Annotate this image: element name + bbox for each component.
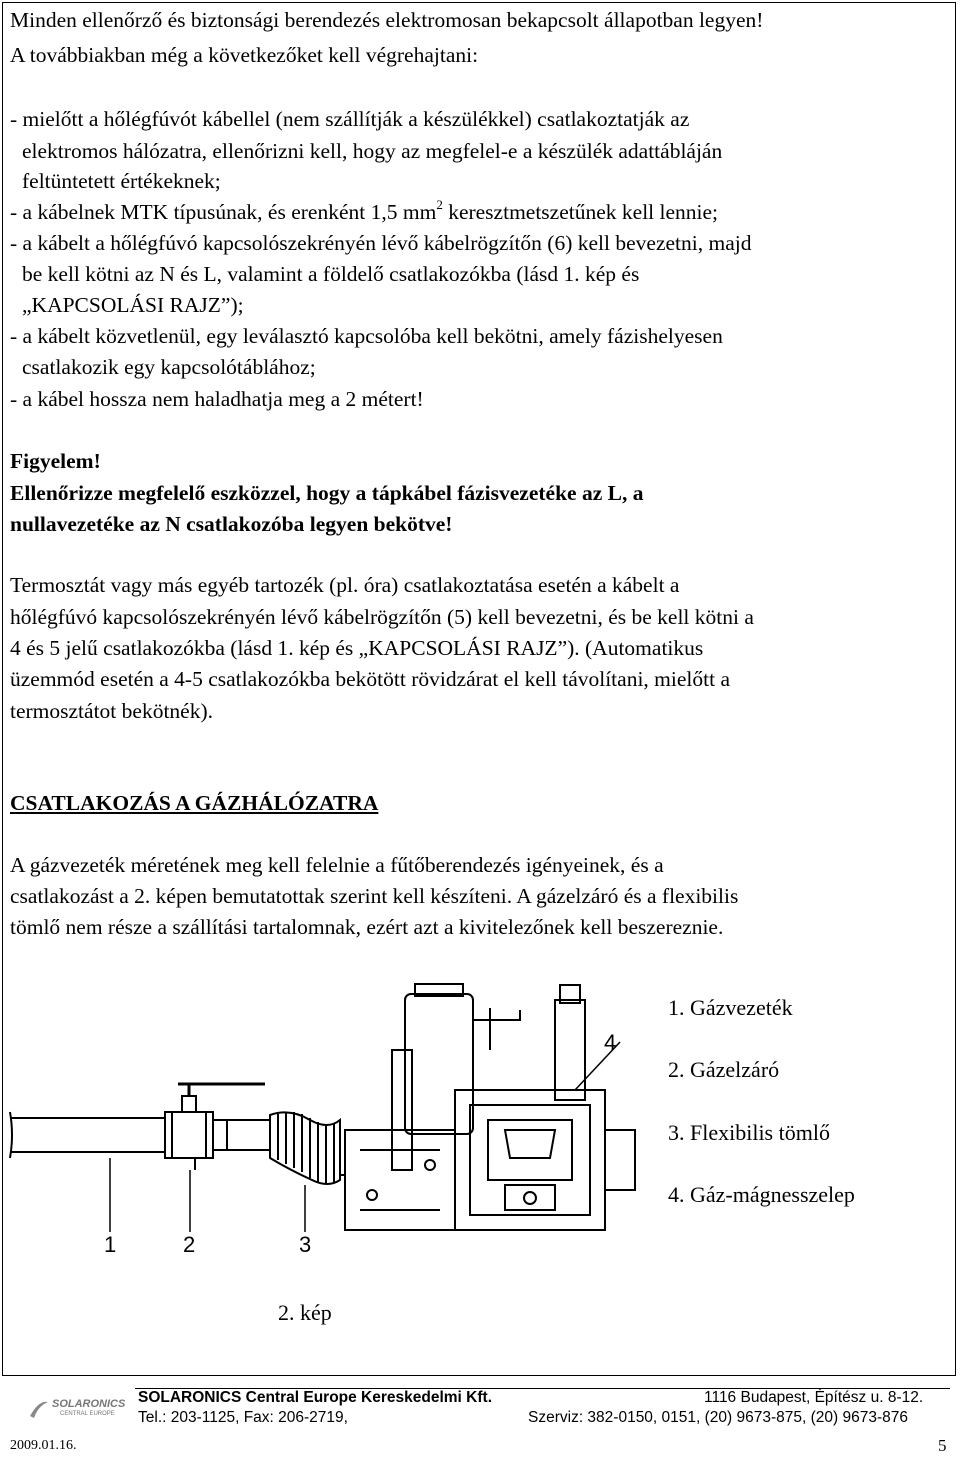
callout-number-2: 2 — [183, 1232, 196, 1257]
callout-number-3: 3 — [299, 1232, 312, 1257]
list-item-4-line-2: csatlakozik egy kapcsolótáblához; — [22, 355, 316, 379]
gas-pipe-drawing — [10, 1112, 165, 1158]
gas-valve-drawing — [165, 1084, 265, 1170]
list-item-2-text-a: - a kábelnek MTK típusúnak, és erenként 1,5 mm — [10, 200, 437, 224]
list-item-2-superscript: 2 — [436, 196, 443, 212]
gas-connection-diagram — [0, 980, 660, 1300]
list-item-5: - a kábel hossza nem haladhatja meg a 2 métert! — [10, 387, 424, 411]
gas-solenoid-valve-drawing — [340, 984, 635, 1230]
list-item-2-text-b: keresztmetszetűnek kell lennie; — [442, 200, 719, 224]
thermostat-line-1: Termosztát vagy más egyéb tartozék (pl. óra) csatlakoztatása esetén a kábelt a — [10, 573, 680, 597]
logo-text: SOLARONICS — [52, 1398, 126, 1410]
list-item-3-line-2: be kell kötni az N és L, valamint a földelő csatlakozókba (lásd 1. kép és — [22, 262, 640, 286]
list-item-1-line-1: - mielőtt a hőlégfúvót kábellel (nem szállítják a készülékkel) csatlakoztatják az — [10, 107, 690, 131]
footer-company: SOLARONICS Central Europe Kereskedelmi Kft. — [138, 1389, 492, 1406]
logo-subtext: CENTRAL EUROPE — [60, 1411, 115, 1417]
thermostat-line-4: üzemmód esetén a 4-5 csatlakozókba bekötött rövidzárat el kell távolítani, mielőtt a — [10, 667, 730, 691]
page-number: 5 — [938, 1436, 947, 1455]
legend-item-1: 1. Gázvezeték — [668, 995, 793, 1020]
callout-lines — [110, 1158, 305, 1232]
intro-line-1: Minden ellenőrző és biztonsági berendezés elektromosan bekapcsolt állapotban legyen! — [10, 8, 764, 32]
thermostat-line-2: hőlégfúvó kapcsolószekrényén lévő kábelrögzítőn (5) kell bevezetni, és be kell kötni a — [10, 605, 754, 629]
list-item-2 — [10, 196, 719, 226]
legend-item-2: 2. Gázelzáró — [668, 1057, 780, 1082]
thermostat-line-5: termosztátot bekötnék). — [10, 699, 213, 723]
list-item-3-line-1: - a kábelt a hőlégfúvó kapcsolószekrényén lévő kábelrögzítőn (6) kell bevezetni, majd — [10, 231, 752, 255]
footer-phone: Tel.: 203-1125, Fax: 206-2719, — [138, 1409, 348, 1426]
callout-number-4: 4 — [604, 1030, 617, 1055]
section-heading: CSATLAKOZÁS A GÁZHÁLÓZATRA — [10, 791, 379, 815]
list-item-3-line-3: „KAPCSOLÁSI RAJZ”); — [22, 293, 244, 317]
logo-icon — [28, 1398, 50, 1420]
gas-paragraph-line-3: tömlő nem része a szállítási tartalomnak, ezért azt a kivitelezőnek kell beszereznie. — [10, 915, 724, 939]
gas-paragraph-line-2: csatlakozást a 2. képen bemutatottak szerint kell készíteni. A gázelzáró és a flexibilis — [10, 884, 739, 908]
footer-address: 1116 Budapest, Építész u. 8-12. — [704, 1389, 924, 1406]
figure-caption: 2. kép — [278, 1300, 332, 1325]
list-item-1-line-2: elektromos hálózatra, ellenőrizni kell, hogy az megfelel-e a készülék adattábláján — [22, 139, 723, 163]
warning-line-1: Ellenőrizze megfelelő eszközzel, hogy a tápkábel fázisvezetéke az L, a — [10, 481, 644, 505]
warning-line-2: nullavezetéke az N csatlakozóba legyen bekötve! — [10, 512, 453, 536]
thermostat-line-3: 4 és 5 jelű csatlakozókba (lásd 1. kép és „KAPCSOLÁSI RAJZ”). (Automatikus — [10, 636, 704, 660]
gas-paragraph-line-1: A gázvezeték méretének meg kell felelnie a fűtőberendezés igényeinek, és a — [10, 853, 664, 877]
warning-title: Figyelem! — [10, 449, 101, 473]
footer-service: Szerviz: 382-0150, 0151, (20) 9673-875, (20) 9673-876 — [528, 1409, 908, 1426]
flexible-hose-drawing — [227, 1112, 340, 1184]
callout-number-1: 1 — [104, 1232, 117, 1257]
legend-item-3: 3. Flexibilis tömlő — [668, 1120, 830, 1145]
company-logo — [28, 1396, 128, 1422]
footer-date: 2009.01.16. — [10, 1438, 77, 1453]
list-item-1-line-3: feltüntetett értékeknek; — [22, 169, 221, 193]
intro-line-2: A továbbiakban még a következőket kell végrehajtani: — [10, 43, 479, 67]
list-item-4-line-1: - a kábelt közvetlenül, egy leválasztó kapcsolóba kell bekötni, amely fázishelyesen — [10, 324, 723, 348]
legend-item-4: 4. Gáz-mágnesszelep — [668, 1182, 855, 1207]
